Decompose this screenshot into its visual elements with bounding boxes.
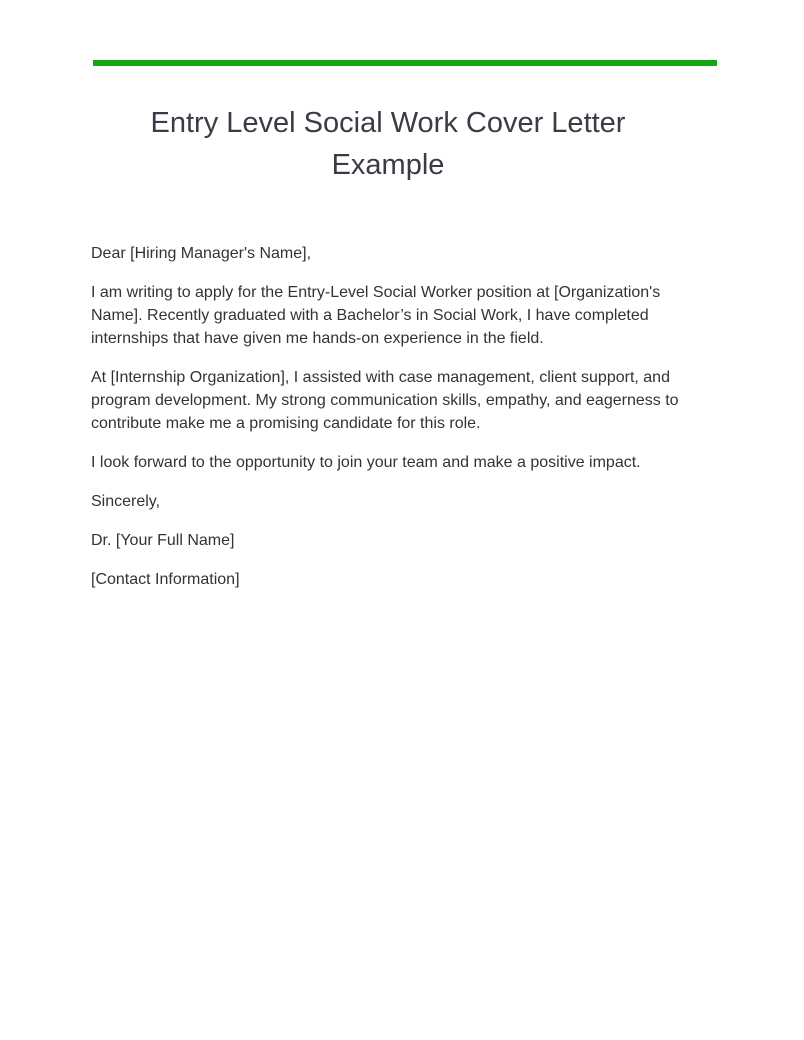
page-title: Entry Level Social Work Cover Letter Example <box>150 107 626 181</box>
closing: Sincerely, <box>91 493 161 510</box>
letter-body <box>91 242 701 607</box>
signature: Dr. [Your Full Name] <box>91 532 235 549</box>
contact-information: [Contact Information] <box>91 571 240 588</box>
accent-divider <box>93 60 717 66</box>
paragraph-experience: At [Internship Organization], I assisted with case management, client support, and program development. My strong communication skills, empathy, and eagerness to contribute make me a promising candidate for this role. <box>91 369 679 432</box>
paragraph-closing: I look forward to the opportunity to join your team and make a positive impact. <box>91 454 641 471</box>
paragraph-intro: I am writing to apply for the Entry-Level Social Worker position at [Organization's Name]. Recently graduated with a Bachelor’s in Social Work, I have completed internships that have given me hands-on experience in the field. <box>91 284 661 347</box>
salutation: Dear [Hiring Manager's Name], <box>91 245 312 262</box>
